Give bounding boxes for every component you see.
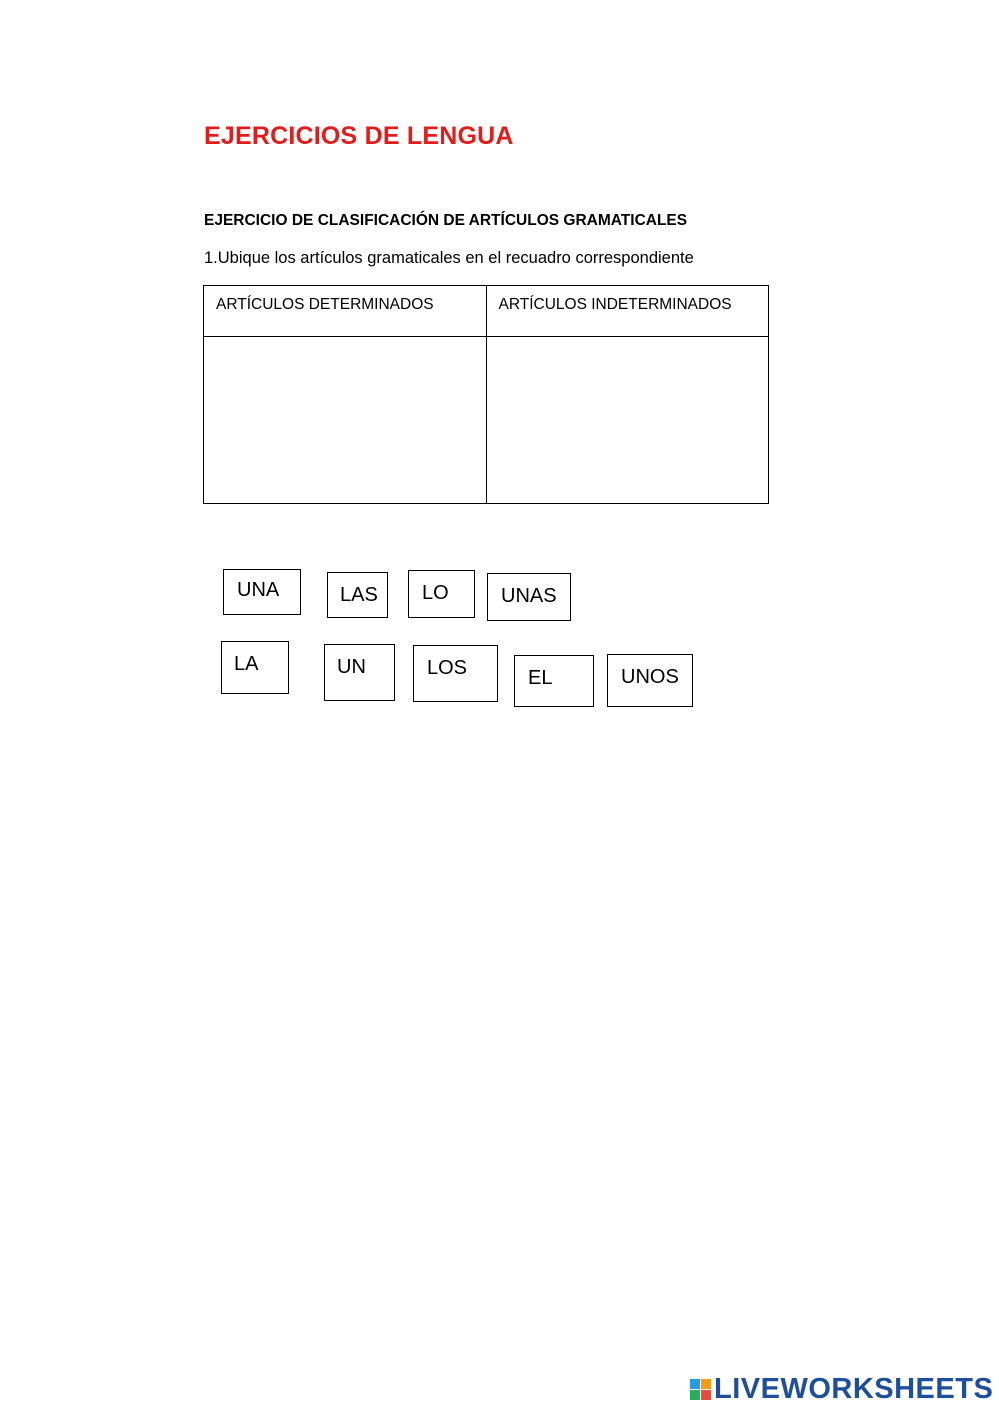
determinados-header: ARTÍCULOS DETERMINADOS — [204, 286, 487, 337]
word-chip-una[interactable] — [223, 569, 301, 615]
page-title: EJERCICIOS DE LENGUA — [204, 122, 514, 150]
logo-text: LIVEWORKSHEETS — [714, 1372, 994, 1405]
word-chip-label: LAS — [340, 584, 378, 606]
word-chip-label: UNA — [237, 579, 280, 601]
exercise-instruction: 1.Ubique los artículos gramaticales en el recuadro correspondiente — [204, 249, 694, 267]
word-chip-unas[interactable] — [487, 573, 571, 621]
word-chip-label: LA — [234, 653, 259, 675]
exercise-subtitle: EJERCICIO DE CLASIFICACIÓN DE ARTÍCULOS GRAMATICALES — [204, 212, 688, 229]
word-chip-las[interactable] — [327, 572, 388, 618]
word-chip-label: LOS — [427, 657, 468, 679]
word-chip-lo[interactable] — [408, 570, 475, 618]
word-chip-label: UN — [337, 656, 366, 678]
word-chip-label: UNOS — [621, 666, 679, 688]
liveworksheets-logo — [690, 1372, 993, 1406]
determinados-drop-zone[interactable] — [204, 337, 487, 504]
word-chip-label: UNAS — [501, 585, 557, 607]
word-chip-label: EL — [528, 667, 553, 689]
indeterminados-header: ARTÍCULOS INDETERMINADOS — [486, 286, 769, 337]
indeterminados-drop-zone[interactable] — [486, 337, 769, 504]
word-chip-el[interactable] — [514, 655, 594, 707]
word-chip-un[interactable] — [324, 644, 395, 701]
word-chip-los[interactable] — [413, 645, 498, 702]
logo-tiles-icon — [690, 1379, 711, 1400]
classification-table — [203, 285, 769, 504]
word-chip-label: LO — [422, 582, 449, 604]
word-chip-la[interactable] — [221, 641, 289, 694]
word-chip-unos[interactable] — [607, 654, 693, 707]
